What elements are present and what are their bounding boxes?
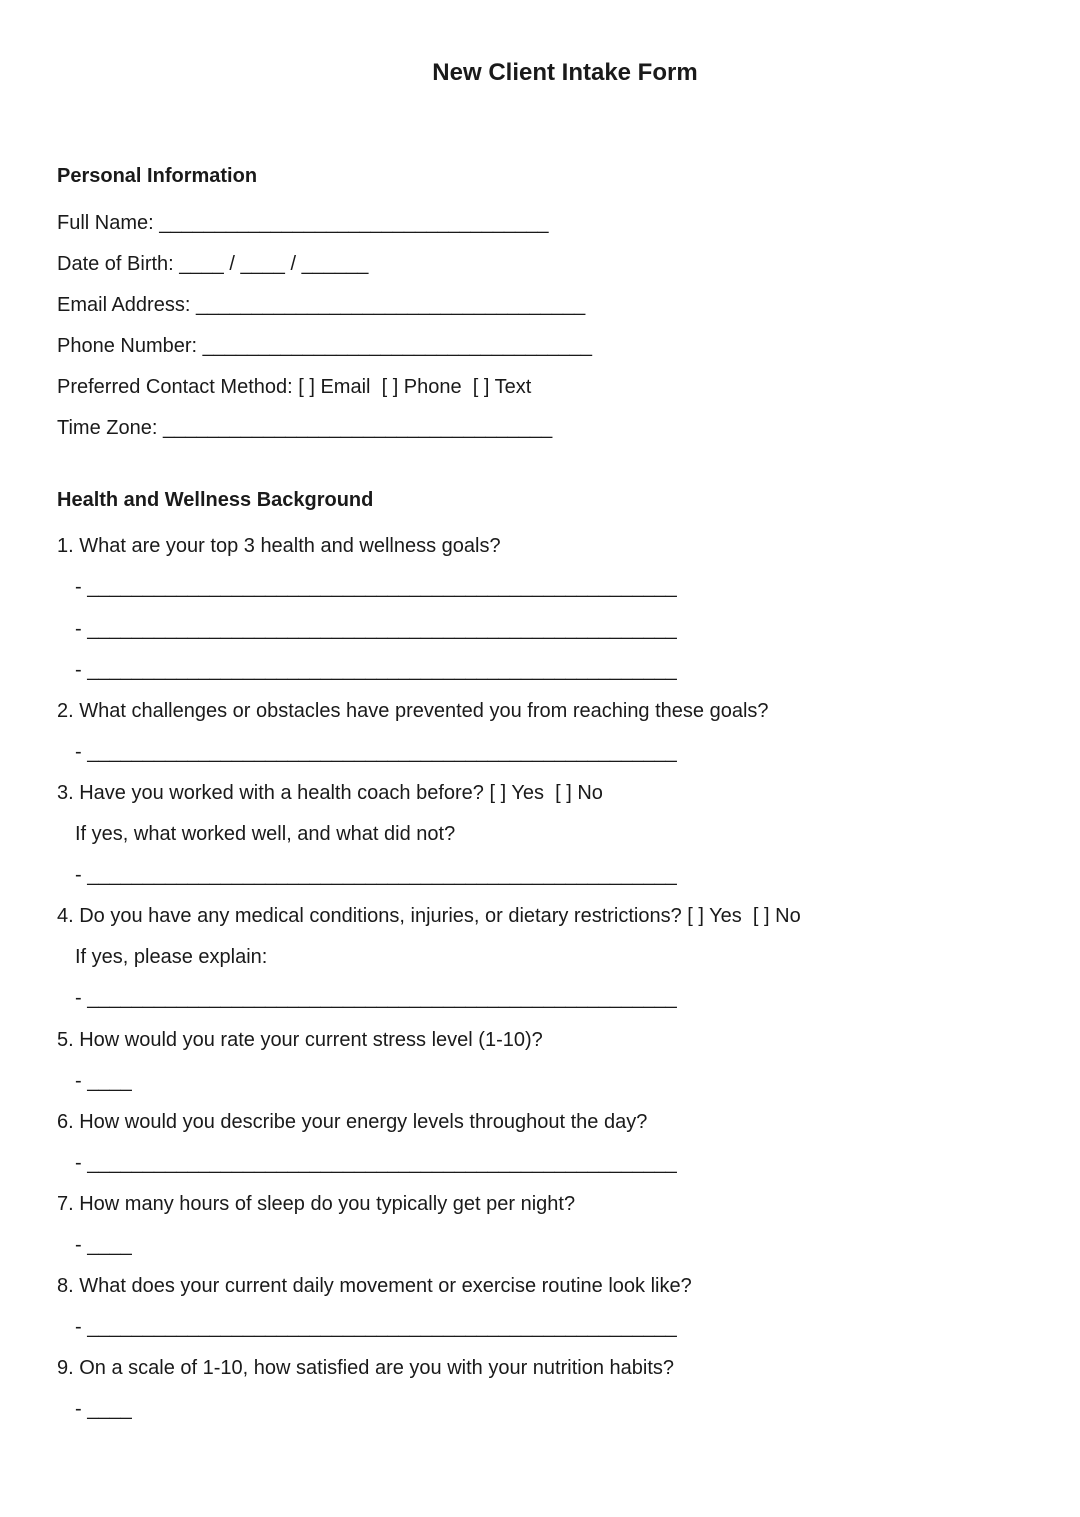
answer-line-4[interactable]: - _____________________________________________________ bbox=[75, 987, 677, 1009]
answer-line-5[interactable]: - ____ bbox=[75, 1070, 132, 1092]
answer-line-1c[interactable]: - _____________________________________________________ bbox=[75, 659, 677, 681]
question-3-followup: If yes, what worked well, and what did not? bbox=[75, 823, 456, 845]
question-8: 8. What does your current daily movement or exercise routine look like? bbox=[57, 1275, 692, 1297]
answer-line-1a[interactable]: - _____________________________________________________ bbox=[75, 576, 677, 598]
section-heading-health-and-wellness: Health and Wellness Background bbox=[57, 489, 374, 511]
preferred-contact-method-options[interactable]: Preferred Contact Method: [ ] Email [ ] Phone [ ] Text bbox=[57, 376, 532, 398]
answer-line-2[interactable]: - _____________________________________________________ bbox=[75, 741, 677, 763]
page-title: New Client Intake Form bbox=[432, 59, 698, 86]
answer-line-8[interactable]: - _____________________________________________________ bbox=[75, 1316, 677, 1338]
answer-line-9[interactable]: - ____ bbox=[75, 1398, 132, 1420]
question-3[interactable]: 3. Have you worked with a health coach before? [ ] Yes [ ] No bbox=[57, 782, 603, 804]
question-9: 9. On a scale of 1-10, how satisfied are you with your nutrition habits? bbox=[57, 1357, 675, 1379]
question-5: 5. How would you rate your current stress level (1-10)? bbox=[57, 1029, 543, 1051]
answer-line-1b[interactable]: - _____________________________________________________ bbox=[75, 618, 677, 640]
question-7: 7. How many hours of sleep do you typically get per night? bbox=[57, 1193, 576, 1215]
question-4-followup: If yes, please explain: bbox=[75, 946, 268, 968]
full-name-field[interactable]: Full Name: ___________________________________ bbox=[57, 212, 549, 234]
question-1: 1. What are your top 3 health and wellness goals? bbox=[57, 535, 501, 557]
question-6: 6. How would you describe your energy levels throughout the day? bbox=[57, 1111, 648, 1133]
email-address-field[interactable]: Email Address: ___________________________________ bbox=[57, 294, 586, 316]
answer-line-6[interactable]: - _____________________________________________________ bbox=[75, 1152, 677, 1174]
date-of-birth-field[interactable]: Date of Birth: ____ / ____ / ______ bbox=[57, 253, 369, 275]
time-zone-field[interactable]: Time Zone: ___________________________________ bbox=[57, 417, 553, 439]
question-4[interactable]: 4. Do you have any medical conditions, injuries, or dietary restrictions? [ ] Yes [ ] No bbox=[57, 905, 801, 927]
answer-line-3[interactable]: - _____________________________________________________ bbox=[75, 864, 677, 886]
answer-line-7[interactable]: - ____ bbox=[75, 1234, 132, 1256]
question-2: 2. What challenges or obstacles have prevented you from reaching these goals? bbox=[57, 700, 769, 722]
phone-number-field[interactable]: Phone Number: ___________________________________ bbox=[57, 335, 592, 357]
section-heading-personal-information: Personal Information bbox=[57, 165, 258, 187]
